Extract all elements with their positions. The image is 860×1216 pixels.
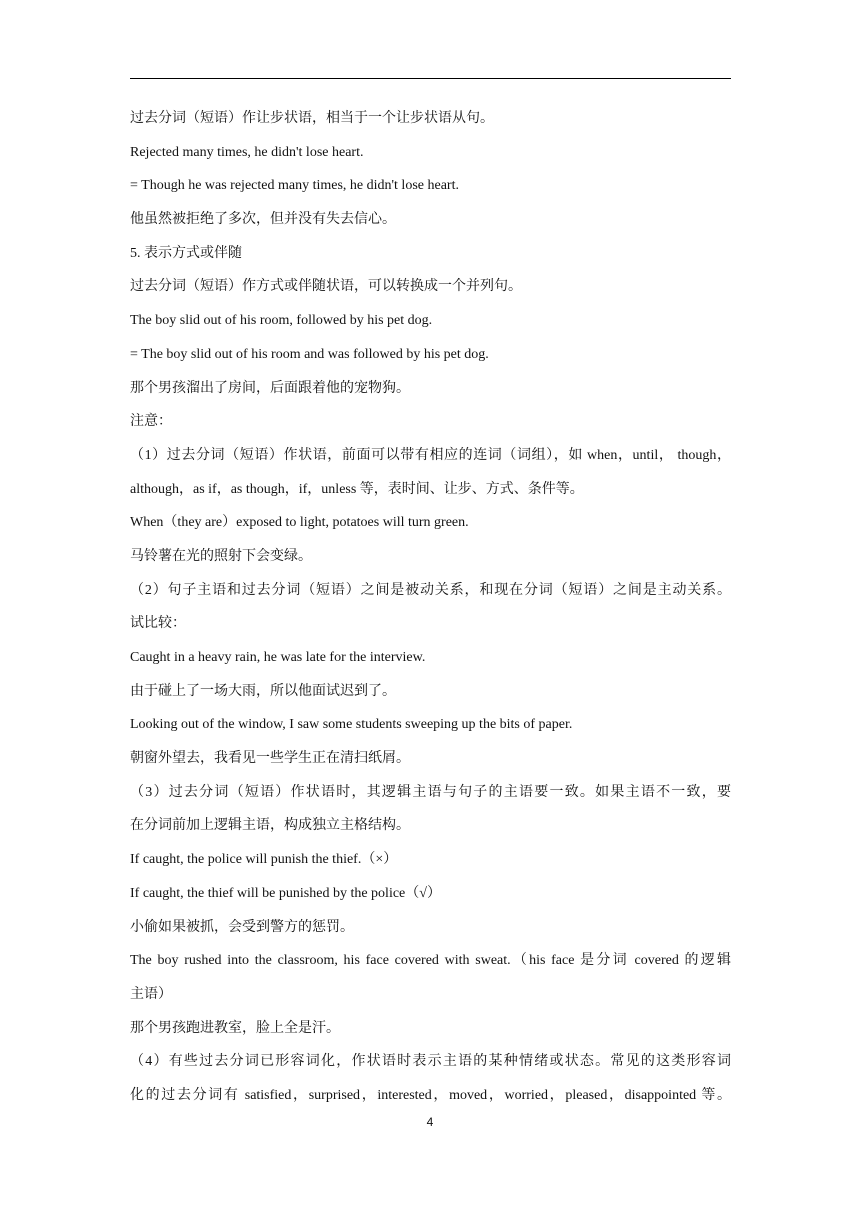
text-line: If caught, the thief will be punished by the police（√） — [130, 885, 441, 901]
note-heading: 注意： — [130, 414, 172, 430]
text-line: 朝窗外望去，我看见一些学生正在清扫纸屑。 — [130, 751, 410, 767]
text-line: 那个男孩溜出了房间，后面跟着他的宠物狗。 — [130, 380, 410, 396]
text-line: 主语） — [130, 986, 172, 1002]
body-text — [130, 102, 731, 1113]
text-line: Rejected many times, he didn't lose heart. — [130, 144, 364, 160]
page-number: 4 — [426, 1115, 434, 1129]
text-line: 小偷如果被抓，会受到警方的惩罚。 — [130, 919, 354, 935]
text-line: 他虽然被拒绝了多次，但并没有失去信心。 — [130, 212, 396, 228]
text-line: The boy slid out of his room, followed by his pet dog. — [130, 313, 433, 329]
text-line: 在分词前加上逻辑主语，构成独立主格结构。 — [130, 818, 410, 834]
text-line: 化的过去分词有 satisfied，surprised，interested，moved，worried，pleased，disappointed 等。 — [130, 1087, 731, 1103]
text-line: = The boy slid out of his room and was followed by his pet dog. — [130, 346, 489, 362]
text-line: When（they are）exposed to light, potatoes will turn green. — [130, 515, 469, 531]
text-line: （2）句子主语和过去分词（短语）之间是被动关系，和现在分词（短语）之间是主动关系。 — [130, 582, 731, 598]
text-line: 试比较： — [130, 616, 186, 632]
text-line: Caught in a heavy rain, he was late for the interview. — [130, 650, 426, 665]
text-line: 由于碰上了一场大雨，所以他面试迟到了。 — [130, 683, 396, 699]
text-line: （1）过去分词（短语）作状语，前面可以带有相应的连词（词组），如 when，until， though， — [130, 447, 731, 463]
section-heading: 5. 表示方式或伴随 — [130, 245, 242, 261]
text-line: 过去分词（短语）作让步状语，相当于一个让步状语从句。 — [130, 111, 494, 126]
text-line: although，as if，as though，if，unless 等，表时间、让步、方式、条件等。 — [130, 481, 584, 497]
text-line: The boy rushed into the classroom, his face covered with sweat.（his face 是分词 covered 的逻辑 — [130, 953, 731, 969]
header-rule — [130, 78, 731, 79]
text-line: （4）有些过去分词已形容词化，作状语时表示主语的某种情绪或状态。常见的这类形容词 — [130, 1054, 731, 1070]
text-line: （3）过去分词（短语）作状语时，其逻辑主语与句子的主语要一致。如果主语不一致，要 — [130, 784, 731, 800]
text-line: 那个男孩跑进教室，脸上全是汗。 — [130, 1020, 340, 1036]
text-line: 马铃薯在光的照射下会变绿。 — [130, 548, 312, 564]
text-line: If caught, the police will punish the thief.（×） — [130, 852, 398, 868]
text-line: 过去分词（短语）作方式或伴随状语，可以转换成一个并列句。 — [130, 279, 522, 295]
text-line: = Though he was rejected many times, he didn't lose heart. — [130, 178, 459, 194]
text-line: Looking out of the window, I saw some students sweeping up the bits of paper. — [130, 717, 573, 733]
